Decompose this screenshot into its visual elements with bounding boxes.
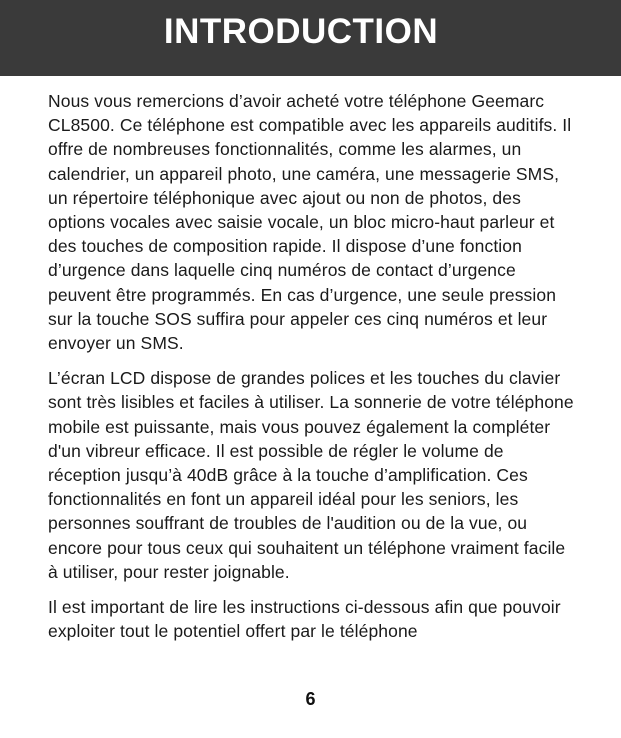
- page-title: INTRODUCTION: [163, 12, 439, 51]
- paragraph-intro: Nous vous remercions d’avoir acheté votre téléphone Geemarc CL8500. Ce téléphone est compatible avec les appareils auditifs. Il offre de nombreuses fonctionnalités, comme les alarmes, un calendrier, un appareil photo, une caméra, une messagerie SMS, un répertoire téléphonique avec ajout ou non de photos, des options vocales avec saisie vocale, un bloc micro-haut parleur et des touches de composition rapide. Il dispose d’une fonction d’urgence dans laquelle cinq numéros de contact d’urgence peuvent être programmés. En cas d’urgence, une seule pression sur la touche SOS suffira pour appeler ces cinq numéros et leur envoyer un SMS.: [48, 91, 572, 354]
- paragraph-features: L’écran LCD dispose de grandes polices et les touches du clavier sont très lisibles et faciles à utiliser. La sonnerie de votre téléphone mobile est puissante, mais vous pouvez également la compléter d'un vibreur efficace. Il est possible de régler le volume de réception jusqu’à 40dB grâce à la touche d’amplification. Ces fonctionnalités en font un appareil idéal pour les seniors, les personnes souffrant de troubles de l'audition ou de la vue, ou encore pour tous ceux qui souhaitent un téléphone vraiment facile à utiliser, pour rester joignable.: [48, 368, 574, 582]
- body-text: [48, 89, 580, 654]
- header-bar: [0, 0, 621, 76]
- page-number: 6: [305, 689, 316, 709]
- paragraph-instructions: Il est important de lire les instructions ci-dessous afin que pouvoir exploiter tout le potentiel offert par le téléphone: [48, 597, 561, 642]
